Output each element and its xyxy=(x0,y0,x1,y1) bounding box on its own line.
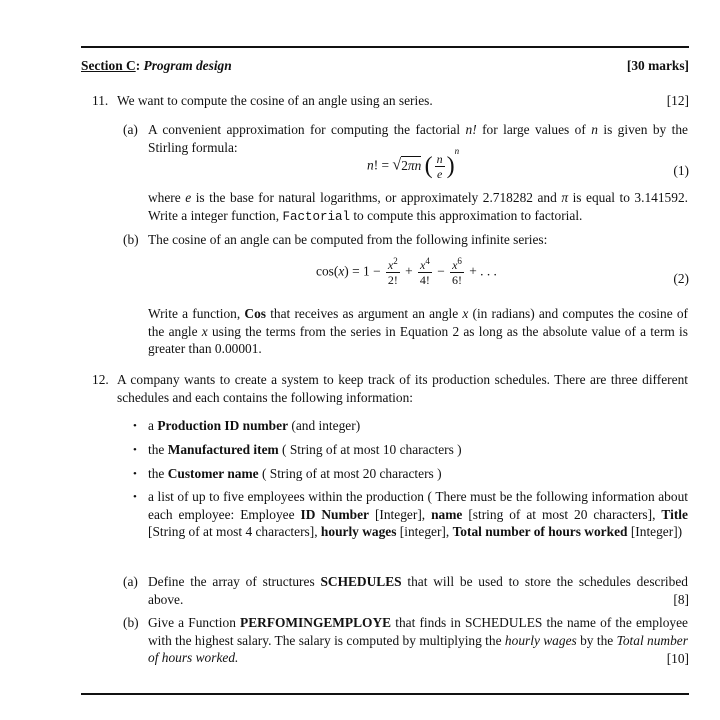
q11b-text-1: Write a function, xyxy=(148,306,241,321)
section-sep: : xyxy=(135,58,141,73)
q11b-text-3: (in radians) and computes the cosine of the angle xyxy=(148,306,688,339)
section-label: Section C xyxy=(81,58,136,73)
bullet-production-id: a Production ID number (and integer) xyxy=(148,418,361,433)
bullet-dot: • xyxy=(133,491,137,503)
cosine-series-equation: cos(x) = 1 − $\frac{x^2}{2!}$ + $\frac{x^4}{4!}$ − $\frac{x^6}{6!}$ + . . . xyxy=(316,256,497,287)
q12a-paragraph: Define the array of structures SCHEDULES that will be used to store the schedules described above. xyxy=(148,574,688,607)
bullet-employee-list: a list of up to five employees within the production ( There must be the following information about each employee: Employee ID Number [Integer], name [string of at most 20 characters], Title [String of at most 4 characters], hourly wages [integer], Total number of hours worked [Integer]) xyxy=(148,489,688,539)
section-header xyxy=(81,57,232,75)
q11a-text-2: for large values of xyxy=(482,122,586,137)
factorial-function-name: Factorial xyxy=(282,209,350,224)
q11a-post-2: is the base for natural logarithms, or approximately 2.718282 and xyxy=(195,190,557,205)
cos-function-name: Cos xyxy=(244,306,266,321)
q11a-paragraph xyxy=(148,121,688,156)
q11-text: We want to compute the cosine of an angle using an series. xyxy=(117,93,433,108)
q12a-label: (a) xyxy=(123,574,138,589)
var-e: e xyxy=(185,190,192,205)
section-marks: [30 marks] xyxy=(626,58,689,73)
q12-number: 12. xyxy=(92,372,109,387)
q12-text: A company wants to create a system to keep track of its production schedules. There are three different schedules and each contains the following information: xyxy=(117,372,688,405)
q11a-post-4: to compute this approximation to factorial. xyxy=(353,207,583,223)
q11a-post-1: where xyxy=(148,190,181,205)
bullet-dot: • xyxy=(133,420,137,432)
var-x-2: x xyxy=(201,323,208,339)
perfomingemploye-keyword: PERFOMINGEMPLOYE xyxy=(240,615,392,630)
q11a-post-paragraph xyxy=(148,189,688,226)
q11a-post-3: is equal to 3.141592. Write a integer function, xyxy=(148,190,688,223)
q11b-label: (b) xyxy=(123,232,139,247)
bullet-customer-name: the Customer name ( String of at most 20 characters ) xyxy=(148,466,442,481)
q11b-text-2: that receives as argument an angle xyxy=(270,306,459,321)
q12b-label: (b) xyxy=(123,615,139,630)
stirling-equation: n! = √2πn ( $\frac{n}{e}$ )$^n$ xyxy=(367,146,460,181)
section-title: Program design xyxy=(143,58,232,73)
q11a-text-3: is given by the Stirling formula: xyxy=(148,122,688,155)
var-pi: π xyxy=(561,190,569,205)
eq1-tag: (1) xyxy=(673,163,689,178)
top-rule xyxy=(81,46,689,48)
eq2-tag: (2) xyxy=(673,271,689,286)
bullet-dot: • xyxy=(133,468,137,480)
q11b-text-4: using the terms from the series in Equation 2 as long as the absolute value of a term is greater than 0.00001. xyxy=(148,323,688,356)
q11b-text: The cosine of an angle can be computed from the following infinite series: xyxy=(148,232,548,247)
var-n-factorial: n! xyxy=(465,122,477,137)
q11-number: 11. xyxy=(92,93,109,108)
q12a-marks: [8] xyxy=(673,592,689,607)
q12b-paragraph: Give a Function PERFOMINGEMPLOYE that finds in SCHEDULES the name of the employee with the highest salary. The salary is computed by multiplying the hourly wages by the Total number of hours worked. xyxy=(148,615,688,665)
bottom-rule xyxy=(81,693,689,695)
var-n: n xyxy=(591,122,598,137)
q12b-marks: [10] xyxy=(666,651,689,666)
q11a-label: (a) xyxy=(123,122,138,137)
var-x: x xyxy=(462,306,469,321)
q11a-text-1: A convenient approximation for computing the factorial xyxy=(148,122,461,137)
q11-marks: [12] xyxy=(666,93,689,108)
q11b-paragraph xyxy=(148,305,688,358)
schedules-keyword: SCHEDULES xyxy=(320,574,402,589)
bullet-manufactured-item: the Manufactured item ( String of at most 10 characters ) xyxy=(148,442,462,457)
bullet-dot: • xyxy=(133,444,137,456)
